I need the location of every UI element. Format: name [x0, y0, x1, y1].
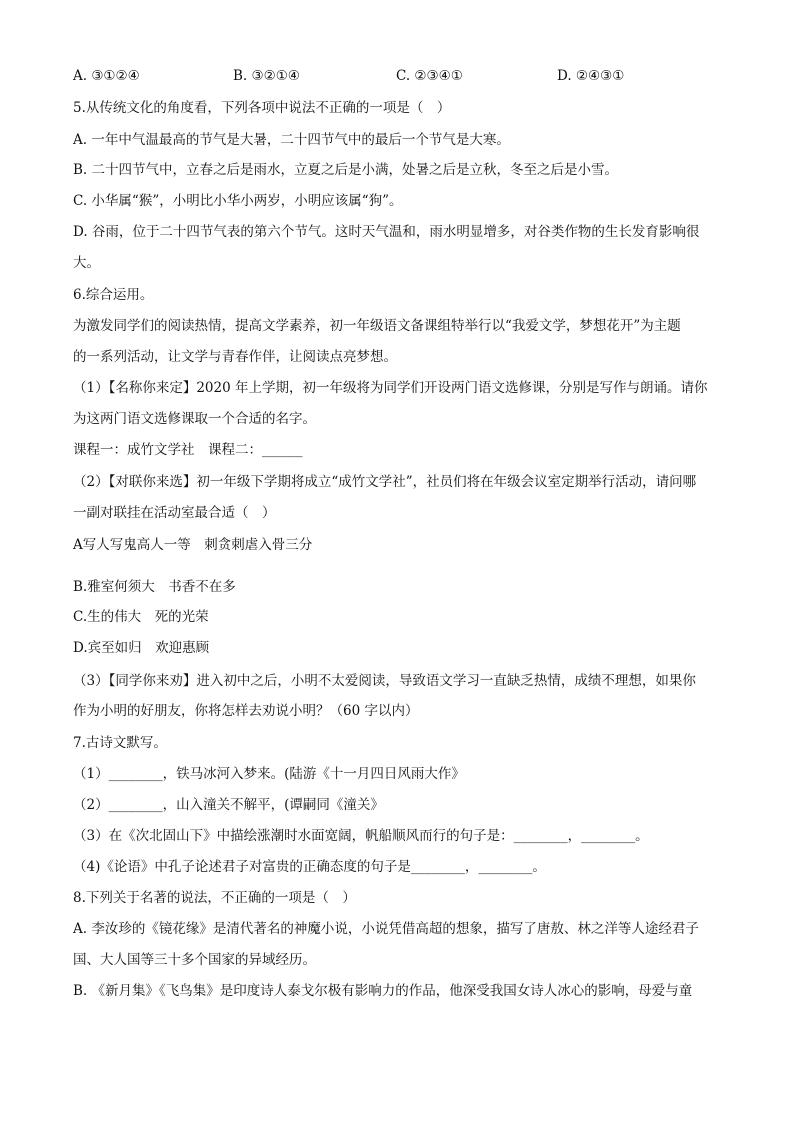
q5-option-d-line2: 大。 — [73, 255, 100, 271]
q6-part2-option-b: B.雅室何须大 书香不在多 — [73, 579, 236, 595]
q6-part2-option-d: D.宾至如归 欢迎惠顾 — [73, 640, 210, 656]
q6-part2-line2: 一副对联挂在活动室最合适（ ） — [73, 505, 276, 521]
q6-part2-line1: （2）【对联你来选】初一年级下学期将成立“成竹文学社”，社员们将在年级会议室定期举行活动，请问哪 — [73, 474, 697, 490]
q5-option-c: C. 小华属“猴”，小明比小华小两岁，小明应该属“狗”。 — [73, 193, 403, 209]
q7-stem: 7.古诗文默写。 — [73, 735, 167, 751]
q8-option-b-line1: B. 《新月集》《飞鸟集》是印度诗人泰戈尔极有影响力的作品，他深受我国女诗人冰心的影响，母爱与童 — [73, 983, 693, 999]
q4-option-d: D. ②④③① — [557, 68, 625, 84]
q6-part3-line1: （3）【同学你来劝】进入初中之后，小明不太爱阅读，导致语文学习一直缺乏热情，成绩不理想，如果你 — [73, 673, 696, 689]
q6-intro-line1: 为激发同学们的阅读热情，提高文学素养，初一年级语文备课组特举行以“我爱文学，梦想花开”为主题 — [73, 318, 681, 334]
q6-part2-option-a: A写人写鬼高人一等 刺贪刺虐入骨三分 — [73, 537, 313, 553]
q6-part2-option-c: C.生的伟大 死的光荣 — [73, 609, 209, 625]
q6-part1-answer: 课程一：成竹文学社 课程二：______ — [73, 442, 303, 458]
q5-option-b: B. 二十四节气中，立春之后是雨水，立夏之后是小满，处暑之后是立秋，冬至之后是小雪。 — [73, 162, 619, 178]
q5-stem: 5.从传统文化的角度看，下列各项中说法不正确的一项是（ ） — [73, 100, 451, 116]
q6-part1-line2: 为这两门语文选修课取一个合适的名字。 — [73, 411, 316, 427]
q5-option-d-line1: D. 谷雨，位于二十四节气表的第六个节气。这时天气温和，雨水明显增多，对谷类作物的生长发育影响很 — [73, 224, 700, 240]
q4-option-b: B. ③②①④ — [233, 68, 300, 84]
q6-part1-line1: （1）【名称你来定】2020 年上学期，初一年级将为同学们开设两门语文选修课，分别是写作与朗诵。请你 — [73, 380, 708, 396]
q4-option-a: A. ③①②④ — [73, 68, 140, 84]
q7-line1: （1）________，铁马冰河入梦来。(陆游《十一月四日风雨大作》 — [73, 766, 465, 782]
q6-part3-line2: 作为小明的好朋友，你将怎样去劝说小明？（60 字以内） — [73, 703, 419, 719]
q4-option-c: C. ②③④① — [396, 68, 463, 84]
q6-intro-line2: 的一系列活动，让文学与青春作伴，让阅读点亮梦想。 — [73, 349, 397, 365]
q8-stem: 8.下列关于名著的说法，不正确的一项是（ ） — [73, 890, 356, 906]
q7-line4: （4)《论语》中孔子论述君子对富贵的正确态度的句子是________，________。 — [73, 859, 546, 875]
q7-line3: （3）在《次北固山下》中描绘涨潮时水面宽阔，帆船顺风而行的句子是：________，________。 — [73, 828, 649, 844]
q8-option-a-line2: 国、大人国等三十多个国家的异域经历。 — [73, 952, 316, 968]
q8-option-a-line1: A. 李汝珍的《镜花缘》是清代著名的神魔小说，小说凭借高超的想象，描写了唐敖、林之洋等人途经君子 — [73, 921, 699, 937]
q5-option-a: A. 一年中气温最高的节气是大暑，二十四节气中的最后一个节气是大寒。 — [73, 132, 510, 148]
q6-stem: 6.综合运用。 — [73, 287, 154, 303]
q7-line2: （2）________，山入潼关不解平，(谭嗣同《潼关》 — [73, 797, 384, 813]
